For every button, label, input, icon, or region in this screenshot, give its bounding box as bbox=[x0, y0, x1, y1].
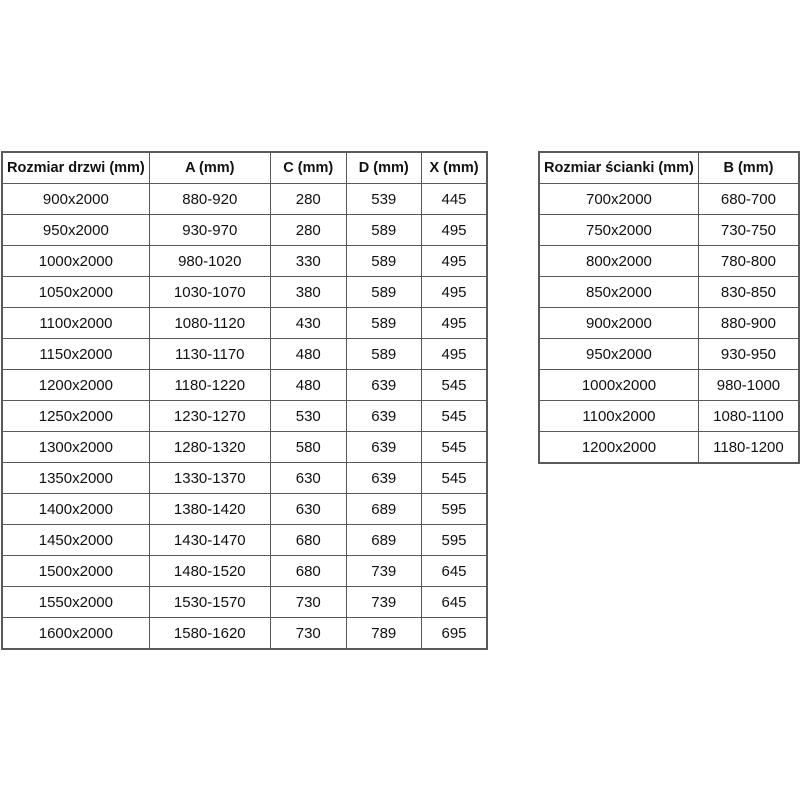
table-cell: 430 bbox=[270, 308, 346, 339]
table-row bbox=[2, 401, 487, 432]
table-cell: 1430-1470 bbox=[149, 525, 270, 556]
table-cell: 539 bbox=[346, 184, 421, 215]
table-cell: 1050x2000 bbox=[2, 277, 149, 308]
wall-panel-sizes-table bbox=[538, 151, 800, 464]
table-cell: 1200x2000 bbox=[539, 432, 698, 464]
table-cell: 1400x2000 bbox=[2, 494, 149, 525]
table-row bbox=[2, 308, 487, 339]
table-row bbox=[539, 184, 799, 215]
table-cell: 1600x2000 bbox=[2, 618, 149, 650]
table-cell: 1500x2000 bbox=[2, 556, 149, 587]
column-header: C (mm) bbox=[270, 152, 346, 184]
table-cell: 1030-1070 bbox=[149, 277, 270, 308]
table-cell: 330 bbox=[270, 246, 346, 277]
table-cell: 545 bbox=[421, 370, 487, 401]
column-header: Rozmiar drzwi (mm) bbox=[2, 152, 149, 184]
table-cell: 495 bbox=[421, 277, 487, 308]
table-row bbox=[2, 246, 487, 277]
table-cell: 1350x2000 bbox=[2, 463, 149, 494]
table-cell: 850x2000 bbox=[539, 277, 698, 308]
table-row bbox=[539, 370, 799, 401]
table-cell: 495 bbox=[421, 246, 487, 277]
table-cell: 1080-1100 bbox=[698, 401, 799, 432]
table-row bbox=[539, 246, 799, 277]
table-cell: 680 bbox=[270, 525, 346, 556]
column-header: D (mm) bbox=[346, 152, 421, 184]
table-cell: 645 bbox=[421, 587, 487, 618]
table-cell: 750x2000 bbox=[539, 215, 698, 246]
table-cell: 1130-1170 bbox=[149, 339, 270, 370]
column-header: A (mm) bbox=[149, 152, 270, 184]
table-cell: 689 bbox=[346, 525, 421, 556]
table-cell: 380 bbox=[270, 277, 346, 308]
table-cell: 630 bbox=[270, 494, 346, 525]
table-cell: 730 bbox=[270, 618, 346, 650]
door-sizes-table bbox=[1, 151, 488, 650]
column-header: B (mm) bbox=[698, 152, 799, 184]
table-cell: 545 bbox=[421, 401, 487, 432]
table-cell: 980-1000 bbox=[698, 370, 799, 401]
table-cell: 1250x2000 bbox=[2, 401, 149, 432]
table-cell: 800x2000 bbox=[539, 246, 698, 277]
table-cell: 595 bbox=[421, 494, 487, 525]
column-header: X (mm) bbox=[421, 152, 487, 184]
table-cell: 595 bbox=[421, 525, 487, 556]
table-row bbox=[539, 308, 799, 339]
table-cell: 930-950 bbox=[698, 339, 799, 370]
table-cell: 1180-1200 bbox=[698, 432, 799, 464]
table-cell: 700x2000 bbox=[539, 184, 698, 215]
table-cell: 639 bbox=[346, 401, 421, 432]
table-cell: 1280-1320 bbox=[149, 432, 270, 463]
table-cell: 1580-1620 bbox=[149, 618, 270, 650]
table-cell: 545 bbox=[421, 432, 487, 463]
table-cell: 680 bbox=[270, 556, 346, 587]
table-cell: 639 bbox=[346, 432, 421, 463]
table-row bbox=[2, 618, 487, 650]
table-row bbox=[2, 339, 487, 370]
table-cell: 880-900 bbox=[698, 308, 799, 339]
table-cell: 589 bbox=[346, 215, 421, 246]
table-cell: 680-700 bbox=[698, 184, 799, 215]
table-cell: 280 bbox=[270, 184, 346, 215]
column-header: Rozmiar ścianki (mm) bbox=[539, 152, 698, 184]
table-cell: 589 bbox=[346, 308, 421, 339]
table-cell: 580 bbox=[270, 432, 346, 463]
table-row bbox=[539, 432, 799, 464]
table-cell: 739 bbox=[346, 556, 421, 587]
table-cell: 1080-1120 bbox=[149, 308, 270, 339]
table-cell: 445 bbox=[421, 184, 487, 215]
table-cell: 589 bbox=[346, 339, 421, 370]
table-cell: 1450x2000 bbox=[2, 525, 149, 556]
table-row bbox=[2, 370, 487, 401]
table-cell: 1530-1570 bbox=[149, 587, 270, 618]
table-row bbox=[2, 463, 487, 494]
table-cell: 1200x2000 bbox=[2, 370, 149, 401]
table-row bbox=[2, 587, 487, 618]
table-cell: 730-750 bbox=[698, 215, 799, 246]
table-cell: 1230-1270 bbox=[149, 401, 270, 432]
table-cell: 589 bbox=[346, 277, 421, 308]
table-row bbox=[2, 556, 487, 587]
table-row bbox=[2, 184, 487, 215]
table-cell: 645 bbox=[421, 556, 487, 587]
table-row bbox=[2, 215, 487, 246]
header-row bbox=[2, 152, 487, 184]
table-cell: 530 bbox=[270, 401, 346, 432]
table-cell: 1550x2000 bbox=[2, 587, 149, 618]
table-cell: 589 bbox=[346, 246, 421, 277]
table-row bbox=[539, 277, 799, 308]
table-cell: 495 bbox=[421, 339, 487, 370]
table-cell: 1300x2000 bbox=[2, 432, 149, 463]
header-row bbox=[539, 152, 799, 184]
table-cell: 495 bbox=[421, 215, 487, 246]
table-cell: 830-850 bbox=[698, 277, 799, 308]
table-cell: 495 bbox=[421, 308, 487, 339]
table-row bbox=[2, 432, 487, 463]
table-cell: 1150x2000 bbox=[2, 339, 149, 370]
table-cell: 1000x2000 bbox=[2, 246, 149, 277]
table-row bbox=[539, 339, 799, 370]
table-row bbox=[2, 494, 487, 525]
table-cell: 900x2000 bbox=[539, 308, 698, 339]
table-cell: 880-920 bbox=[149, 184, 270, 215]
table-cell: 1100x2000 bbox=[2, 308, 149, 339]
table-cell: 1480-1520 bbox=[149, 556, 270, 587]
table-cell: 545 bbox=[421, 463, 487, 494]
table-cell: 480 bbox=[270, 339, 346, 370]
table-cell: 695 bbox=[421, 618, 487, 650]
table-cell: 1100x2000 bbox=[539, 401, 698, 432]
table-row bbox=[539, 215, 799, 246]
table-row bbox=[539, 401, 799, 432]
table-cell: 789 bbox=[346, 618, 421, 650]
table-cell: 480 bbox=[270, 370, 346, 401]
table-cell: 730 bbox=[270, 587, 346, 618]
table-row bbox=[2, 525, 487, 556]
table-cell: 1000x2000 bbox=[539, 370, 698, 401]
table-cell: 980-1020 bbox=[149, 246, 270, 277]
table-cell: 950x2000 bbox=[2, 215, 149, 246]
table-cell: 630 bbox=[270, 463, 346, 494]
table-cell: 780-800 bbox=[698, 246, 799, 277]
table-cell: 639 bbox=[346, 463, 421, 494]
table-cell: 1380-1420 bbox=[149, 494, 270, 525]
table-cell: 900x2000 bbox=[2, 184, 149, 215]
table-cell: 930-970 bbox=[149, 215, 270, 246]
table-cell: 280 bbox=[270, 215, 346, 246]
table-cell: 689 bbox=[346, 494, 421, 525]
table-cell: 739 bbox=[346, 587, 421, 618]
table-row bbox=[2, 277, 487, 308]
table-cell: 950x2000 bbox=[539, 339, 698, 370]
table-cell: 639 bbox=[346, 370, 421, 401]
table-cell: 1330-1370 bbox=[149, 463, 270, 494]
table-cell: 1180-1220 bbox=[149, 370, 270, 401]
